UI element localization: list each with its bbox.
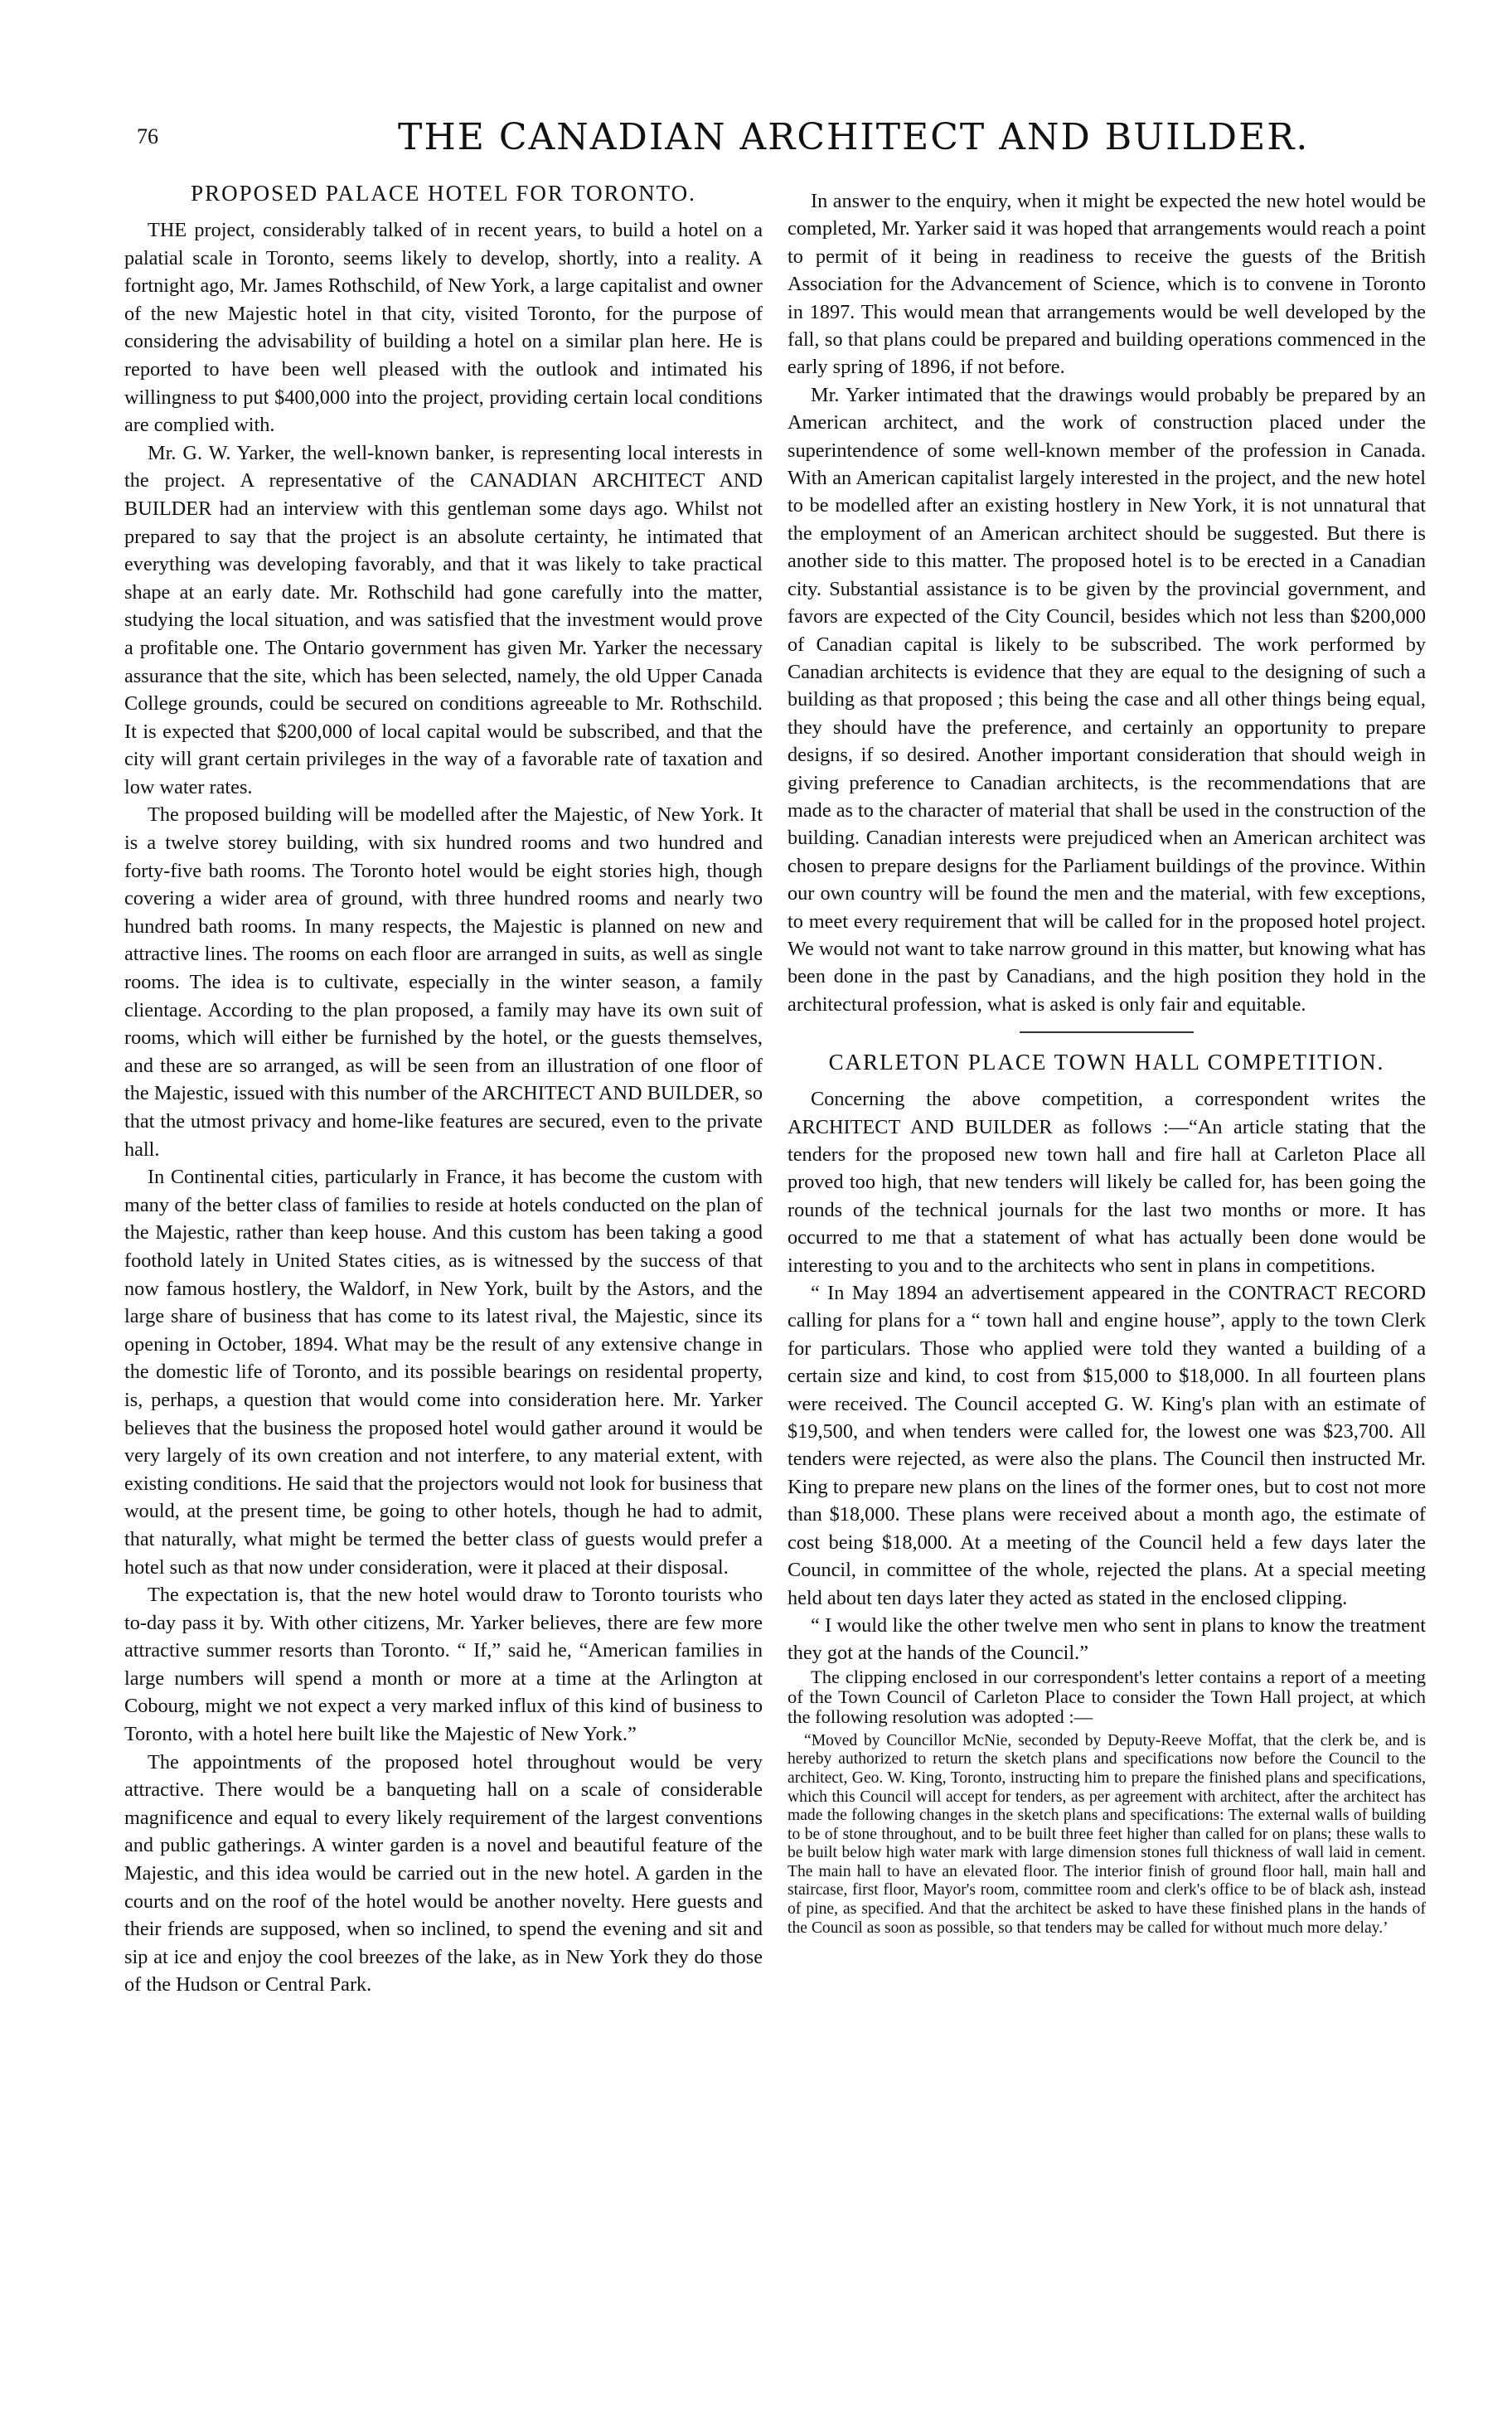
- article-paragraph: Mr. Yarker intimated that the drawings would probably be prepared by an American architect, and the work of construction placed under the superintendence of some well-known member of the profession in Canada. With an American capitalist largely interested in the project, and the new hotel to be modelled after an existing hostlery in New York, it is not unnatural that the employment of an American architect should be suggested. But there is another side to this matter. The proposed hotel is to be erected in a Canadian city. Substantial assistance is to be given by the provincial government, and favors are expected of the City Council, besides which not less than $200,000 of Canadian capital is likely to be subscribed. The work performed by Canadian architects is evidence that they are equal to the designing of such a building as that proposed ; this being the case and all other things being equal, they should have the preference, and certainly an opportunity to prepare designs, if so desired. Another important consideration that should weigh in giving preference to Canadian architects, is the recommendations that are made as to the character of material that shall be used in the construction of the building. Canadian interests were prejudiced when an American architect was chosen to prepare designs for the Parliament buildings of the province. Within our own country will be found the men and the material, with few exceptions, to meet every requirement that will be called for in the proposed hotel project. We would not want to take narrow ground in this matter, but knowing what has been done in the past by Canadians, and the high position they hold in the architectural profession, what is asked is only fair and equitable.: [788, 383, 1426, 1016]
- article-paragraph: “ In May 1894 an advertisement appeared in the CONTRACT RECORD calling for plans for a “ town hall and engine house”, apply to the town Clerk for particulars. Those who applied were told they wanted a building of a certain size and kind, to cost from $15,000 to $18,000. In all fourteen plans were received. The Council accepted G. W. King's plan with an estimate of $19,500, and when tenders were called for, the lowest one was $23,700. All tenders were rejected, as were also the plans. The Council then instructed Mr. King to prepare new plans on the lines of the former ones, but to cost not more than $18,000. These plans were received about a month ago, the estimate of cost being $18,000. At a meeting of the Council held a few days later the Council, in committee of the whole, rejected the plans. At a special meeting held about ten days later they acted as stated in the enclosed clipping.: [788, 1282, 1426, 1609]
- article-paragraph: The appointments of the proposed hotel throughout would be very attractive. There would be a banqueting hall on a scale of considerable magnificence and equal to every likely requirement of the largest conventions and public gatherings. A winter garden is a novel and beautiful feature of the Majestic, and this idea would be carried out in the new hotel. A garden in the courts and on the roof of the hotel would be another novelty. Here guests and their friends are supposed, when so inclined, to spend the evening and sit and sip at ice and enjoy the cool breezes of the lake, as in New York they do those of the Hudson or Central Park.: [124, 1750, 763, 1996]
- article-paragraph: In answer to the enquiry, when it might be expected the new hotel would be completed, Mr. Yarker said it was hoped that arrangements would reach a point to permit of it being in readiness to receive the guests of the British Association for the Advancement of Science, which is to convene in Toronto in 1897. This would mean that arrangements would be well developed by the fall, so that plans could be prepared and building operations commenced in the early spring of 1896, if not before.: [788, 190, 1426, 379]
- right-column: [788, 187, 1426, 1938]
- article-title-carleton: CARLETON PLACE TOWN HALL COMPETITION.: [828, 1050, 1385, 1075]
- resolution-quote: “Moved by Councillor McNie, seconded by Deputy-Reeve Moffat, that the clerk be, and is hereby authorized to return the sketch plans and specifications now before the Council to the architect, Geo. W. King, Toronto, instructing him to prepare the finished plans and specifications, which this Council will accept for tenders, as per agreement with architect, after the architect has made the following changes in the sketch plans and specifications: The external walls of building to be of stone throughout, and to be built three feet higher than called for on plans; these walls to be built below high water mark with large dimension stones full thickness of wall laid in cement. The main hall to have an elevated floor. The interior finish of ground floor hall, main hall and staircase, first floor, Mayor's room, committee room and clerk's office to be of black ash, instead of pine, as specified. And that the architect be asked to have these finished plans in the hands of the Council as soon as possible, so that tenders may be called for without much more delay.’: [788, 1731, 1426, 1937]
- article-paragraph: THE project, considerably talked of in recent years, to build a hotel on a palatial scale in Toronto, seems likely to develop, shortly, into a reality. A fortnight ago, Mr. James Rothschild, of New York, a large capitalist and owner of the new Majestic hotel in that city, visited Toronto, for the purpose of considering the advisability of building a hotel on a similar plan here. He is reported to have been well pleased with the outlook and intimated his willingness to put $400,000 into the project, providing certain local conditions are complied with.: [124, 219, 763, 437]
- masthead: THE CANADIAN ARCHITECT AND BUILDER.: [398, 116, 1310, 158]
- article-title-hotel: PROPOSED PALACE HOTEL FOR TORONTO.: [191, 181, 696, 206]
- article-paragraph: Mr. G. W. Yarker, the well-known banker, is representing local interests in the project. A representative of the CANADIAN ARCHITECT AND BUILDER had an interview with this gentleman some days ago. Whilst not prepared to say that the project is an absolute certainty, he intimated that everything was developing favorably, and that it was likely to take practical shape at an early date. Mr. Rothschild had gone carefully into the matter, studying the local situation, and was satisfied that the investment would prove a profitable one. The Ontario government has given Mr. Yarker the necessary assurance that the site, which has been selected, namely, the old Upper Canada College grounds, could be secured on conditions agreeable to Mr. Rothschild. It is expected that $200,000 of local capital would be subscribed, and that the city will grant certain privileges in the way of a favorable rate of taxation and low water rates.: [124, 441, 763, 798]
- article-paragraph: Concerning the above competition, a correspondent writes the ARCHITECT AND BUILDER as follows :—“An article stating that the tenders for the proposed new town hall and fire hall at Carleton Place all proved too high, that new tenders will likely be called for, has been going the rounds of the technical journals for the last two months or more. It has occurred to me that a statement of what has actually been done would be interesting to you and to the architects who sent in plans in competitions.: [788, 1088, 1426, 1277]
- article-paragraph: The clipping enclosed in our correspondent's letter contains a report of a meeting of the Town Council of Carleton Place to consider the Town Hall project, at which the following resolution was adopted :—: [788, 1666, 1426, 1727]
- page-number: 76: [137, 124, 158, 148]
- article-paragraph: The proposed building will be modelled after the Majestic, of New York. It is a twelve storey building, with six hundred rooms and two hundred and forty-five bath rooms. The Toronto hotel would be eight stories high, though covering a wider area of ground, with three hundred rooms and nearly two hundred bath rooms. In many respects, the Majestic is planned on new and attractive lines. The rooms on each floor are arranged in suits, as well as single rooms. The idea is to cultivate, especially in the winter season, a family clientage. According to the plan proposed, a family may have its own suit of rooms, which will either be furnished by the hotel, or the guests themselves, and these are so arranged, as will be seen from an illustration of one floor of the Majestic, issued with this number of the ARCHITECT AND BUILDER, so that the utmost privacy and home-like features are secured, even to the private hall.: [124, 803, 763, 1161]
- article-paragraph: “ I would like the other twelve men who sent in plans to know the treatment they got at the hands of the Council.”: [788, 1613, 1426, 1665]
- section-divider: [1020, 1031, 1194, 1033]
- left-column: [124, 181, 763, 1999]
- article-paragraph: The expectation is, that the new hotel would draw to Toronto tourists who to-day pass it by. With other citizens, Mr. Yarker believes, there are few more attractive summer resorts than Toronto. “ If,” said he, “American families in large numbers will spend a month or more at a time at the Arlington at Cobourg, might we not expect a very marked influx of this kind of business to Toronto, with a hotel here built like the Majestic of New York.”: [124, 1584, 763, 1746]
- article-paragraph: In Continental cities, particularly in France, it has become the custom with many of the better class of families to reside at hotels conducted on the plan of the Majestic, rather than keep house. And this custom has been taking a good foothold lately in United States cities, as is witnessed by the success of that now famous hostlery, the Waldorf, in New York, built by the Astors, and the large share of business that has come to its latest rival, the Majestic, since its opening in October, 1894. What may be the result of any extensive change in the domestic life of Toronto, and its possible bearings on residental property, is, perhaps, a question that would come into consideration here. Mr. Yarker believes that the business the proposed hotel would gather around it would be very largely of its own creation and not interfere, to any material extent, with existing conditions. He said that the projectors would not look for business that would, at the present time, be going to other hotels, though he had to admit, that naturally, what might be termed the better class of guests would prefer a hotel such as that now under consideration, were it placed at their disposal.: [124, 1166, 763, 1579]
